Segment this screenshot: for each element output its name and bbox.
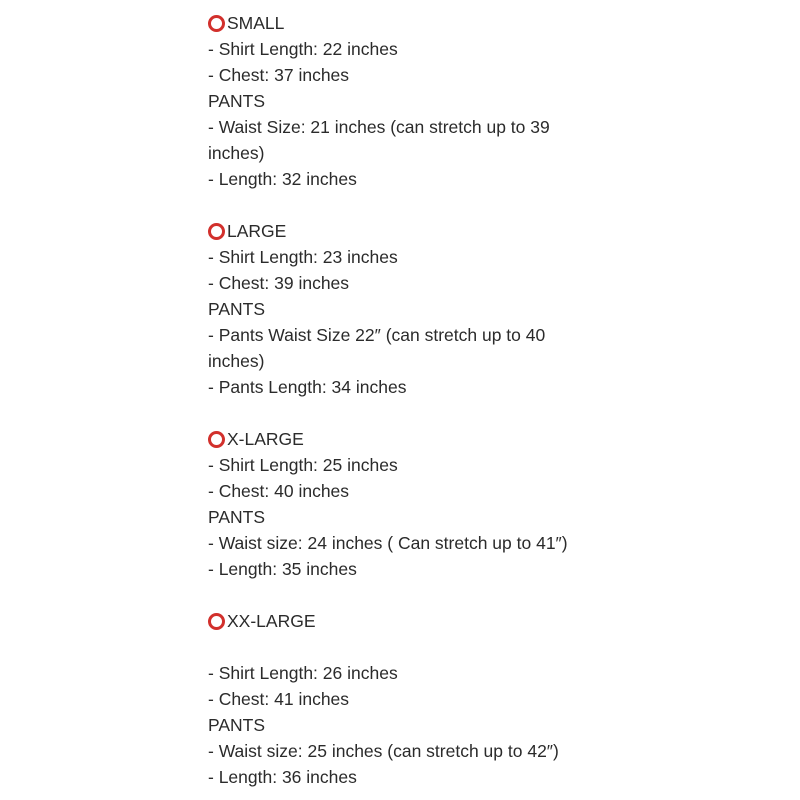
size-detail-line: - Length: 36 inches <box>208 767 357 787</box>
size-chart-text <box>208 10 608 790</box>
size-heading-xx-large <box>208 608 608 634</box>
red-circle-icon <box>208 15 225 32</box>
pants-label: PANTS <box>208 91 266 111</box>
size-detail-line: - Chest: 37 inches <box>208 65 350 85</box>
size-detail-line: inches) <box>208 351 265 371</box>
spacer <box>208 400 608 426</box>
size-detail-line: - Length: 35 inches <box>208 559 357 579</box>
red-circle-icon <box>208 431 225 448</box>
size-detail-line: - Shirt Length: 23 inches <box>208 247 398 267</box>
size-detail-line: - Waist size: 24 inches ( Can stretch up to 41″) <box>208 533 568 553</box>
size-name: LARGE <box>227 221 287 241</box>
size-detail-line: - Length: 32 inches <box>208 169 357 189</box>
size-detail-line: - Pants Waist Size 22″ (can stretch up to 40 <box>208 325 546 345</box>
size-detail-line: - Pants Length: 34 inches <box>208 377 407 397</box>
size-detail-line: - Shirt Length: 22 inches <box>208 39 398 59</box>
size-detail-line: - Chest: 41 inches <box>208 689 350 709</box>
red-circle-icon <box>208 223 225 240</box>
pants-label: PANTS <box>208 715 266 735</box>
pants-label: PANTS <box>208 299 266 319</box>
pants-label: PANTS <box>208 507 266 527</box>
size-detail-line: - Waist size: 25 inches (can stretch up to 42″) <box>208 741 559 761</box>
size-detail-line: inches) <box>208 143 265 163</box>
spacer <box>208 582 608 608</box>
size-detail-line: - Chest: 39 inches <box>208 273 350 293</box>
size-detail-line: - Waist Size: 21 inches (can stretch up to 39 <box>208 117 550 137</box>
red-circle-icon <box>208 613 225 630</box>
spacer <box>208 192 608 218</box>
size-detail-line: - Chest: 40 inches <box>208 481 350 501</box>
size-heading-small <box>208 10 608 36</box>
size-heading-large <box>208 218 608 244</box>
size-name: XX-LARGE <box>227 611 316 631</box>
size-detail-line: - Shirt Length: 25 inches <box>208 455 398 475</box>
size-name: X-LARGE <box>227 429 304 449</box>
size-detail-line: - Shirt Length: 26 inches <box>208 663 398 683</box>
spacer <box>208 634 608 660</box>
size-heading-x-large <box>208 426 608 452</box>
size-name: SMALL <box>227 13 285 33</box>
